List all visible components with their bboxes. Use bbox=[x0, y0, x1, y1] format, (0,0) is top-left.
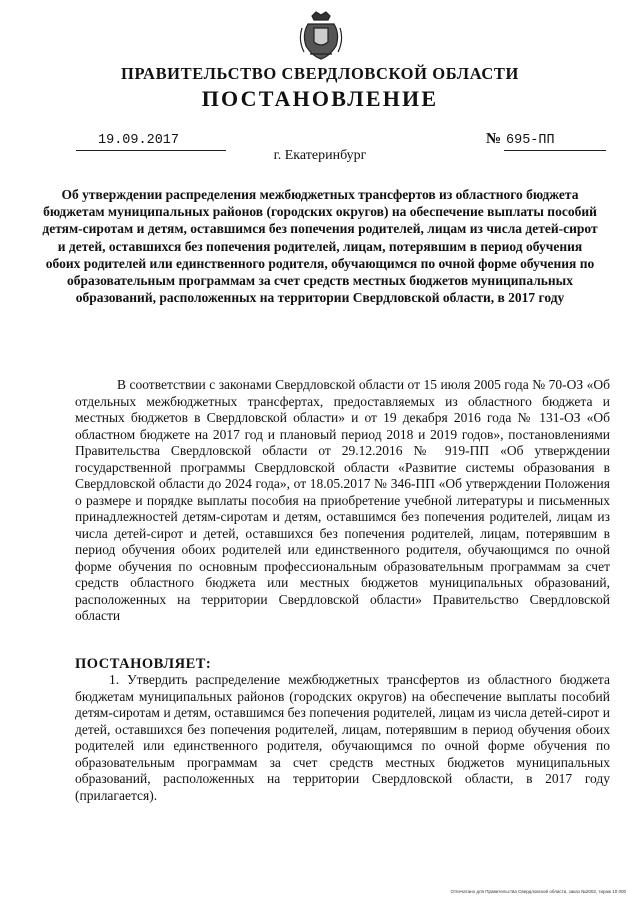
preamble-paragraph: В соответствии с законами Свердловской области от 15 июля 2005 года № 70-ОЗ «Об отдельных межбюджетных трансфертах, предоставляемых из областного бюджета и местных бюджетов в Свердловской области» и от 19 декабря 2016 года № 131-ОЗ «Об областном бюджете на 2017 год и плановый период 2018 и 2019 годов», постановлениями Правительства Свердловской области от 29.12.2016 № 919-ПП «Об утверждении государственной программы Свердловской области «Развитие системы образования в Свердловской области до 2024 года», от 18.05.2017 № 346-ПП «Об утверждении Положения о размере и порядке выплаты пособия на приобретение учебной литературы и письменных принадлежностей детям-сиротам и детям, оставшимся без попечения родителей, лицам из числа детей-сирот и детей, оставшихся без попечения родителей, лицам, потерявшим в период обучения обоих родителей или единственного родителя, обучающимся по очной форме обучения по основным профессиональным образовательным программам за счет средств областного бюджета или местных бюджетов муниципальных образований, расположенных на территории Свердловской области» Правительство Свердловской области bbox=[75, 377, 610, 623]
coat-of-arms-icon bbox=[298, 10, 344, 62]
print-footer: Отпечатано для Правительства Свердловской области, заказ №2002, тираж 10 000 bbox=[450, 889, 626, 894]
decree-heading: ПОСТАНОВЛЯЕТ: bbox=[75, 656, 212, 672]
government-name: ПРАВИТЕЛЬСТВО СВЕРДЛОВСКОЙ ОБЛАСТИ bbox=[121, 64, 519, 83]
preamble bbox=[75, 377, 610, 625]
decree-item-1: 1. Утвердить распределение межбюджетных трансфертов из областного бюджета бюджетам муниципальных районов (городских округов) на обеспечение выплаты пособий детям-сиротам и детям, оставшимся без попечения родителей, лицам из числа детей-сирот и детей, оставшихся без попечения родителей, лицам, потерявшим в период обучения обоих родителей или единственного родителя, обучающимся по очной форме обучения по образовательным программам за счет средств местных бюджетов муниципальных образований, расположенных на территории Свердловской области, в 2017 году (прилагается). bbox=[75, 672, 610, 803]
decree-item bbox=[75, 672, 610, 804]
document-title: Об утверждении распределения межбюджетных трансфертов из областного бюджета бюджетам муниципальных районов (городских округов) на обеспечение выплаты пособий детям-сиротам и детям, оставшимся без попечения родителей, лицам из числа детей-сирот и детей, оставшихся без попечения родителей, лицам, потерявшим в период обучения обоих родителей или единственного родителя, обучающимся по очной форме обучения по образовательным программам за счет средств местных бюджетов муниципальных образований, расположенных на территории Свердловской области, в 2017 году bbox=[42, 187, 598, 306]
number-sign: № bbox=[486, 131, 502, 147]
document-number: 695-ПП bbox=[504, 132, 606, 151]
city: г. Екатеринбург bbox=[273, 148, 367, 163]
document-type: ПОСТАНОВЛЕНИЕ bbox=[201, 86, 439, 111]
document-date: 19.09.2017 bbox=[76, 132, 226, 151]
